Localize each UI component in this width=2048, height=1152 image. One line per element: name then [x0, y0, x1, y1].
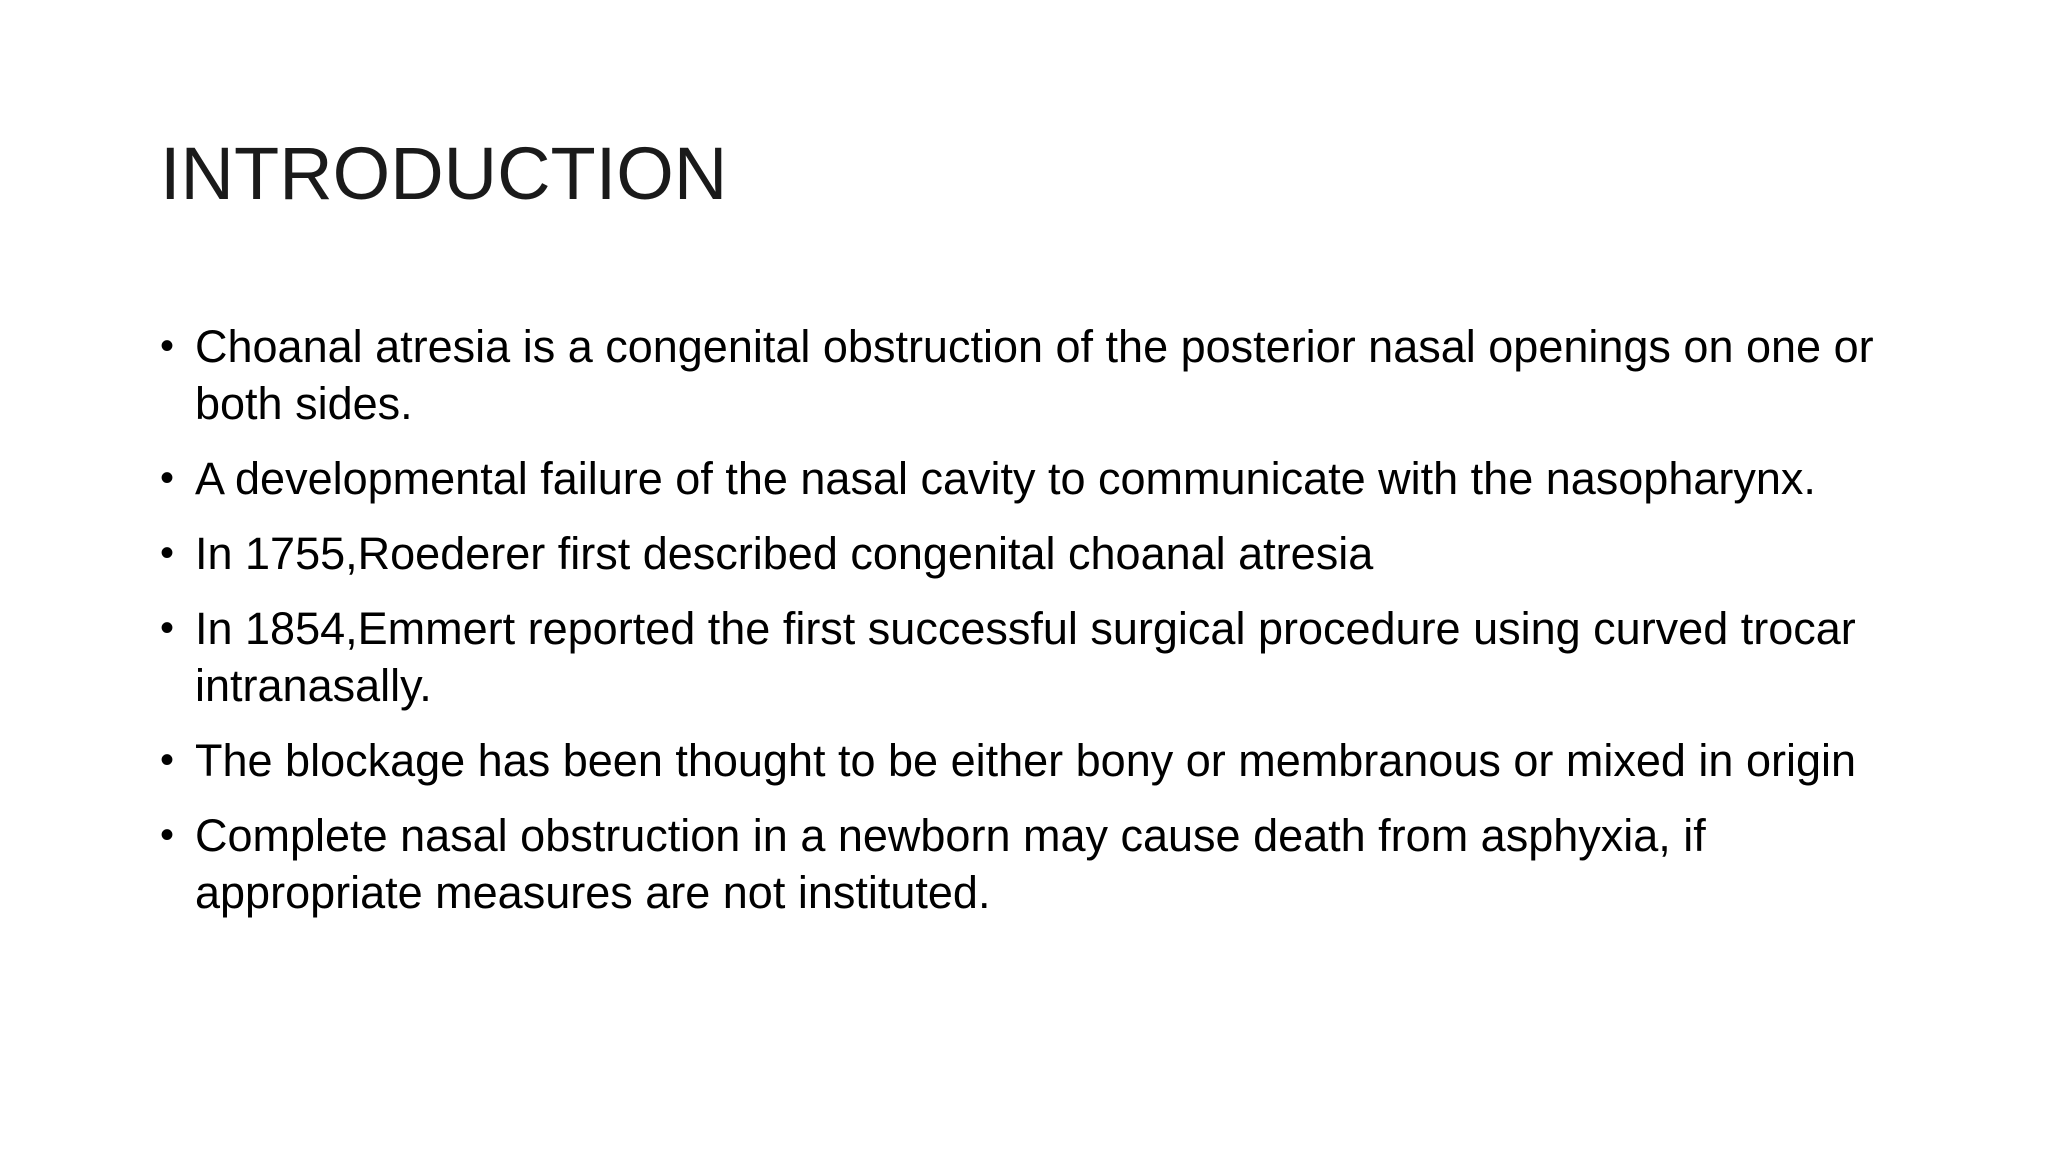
bullet-text: A developmental failure of the nasal cavity to communicate with the nasopharynx. — [195, 453, 1816, 504]
bullet-icon: • — [160, 738, 175, 782]
bullet-item — [160, 318, 1880, 432]
bullet-icon: • — [160, 324, 175, 368]
bullet-item — [160, 600, 1880, 714]
bullet-item — [160, 525, 1880, 582]
bullet-text: In 1755,Roederer first described congenital choanal atresia — [195, 528, 1374, 579]
bullet-text: The blockage has been thought to be either bony or membranous or mixed in origin — [195, 735, 1857, 786]
bullet-icon: • — [160, 813, 175, 857]
slide-title: INTRODUCTION — [160, 132, 728, 215]
bullet-text: In 1854,Emmert reported the first successful surgical procedure using curved trocar intranasally. — [195, 603, 1856, 711]
bullet-text: Complete nasal obstruction in a newborn may cause death from asphyxia, if appropriate measures are not instituted. — [195, 810, 1706, 918]
bullet-text: Choanal atresia is a congenital obstruction of the posterior nasal openings on one or both sides. — [195, 321, 1874, 429]
bullet-icon: • — [160, 456, 175, 500]
bullet-icon: • — [160, 531, 175, 575]
bullet-item — [160, 732, 1880, 789]
bullet-item — [160, 450, 1880, 507]
bullet-item — [160, 807, 1880, 921]
bullet-icon: • — [160, 606, 175, 650]
bullet-list — [160, 318, 1880, 939]
